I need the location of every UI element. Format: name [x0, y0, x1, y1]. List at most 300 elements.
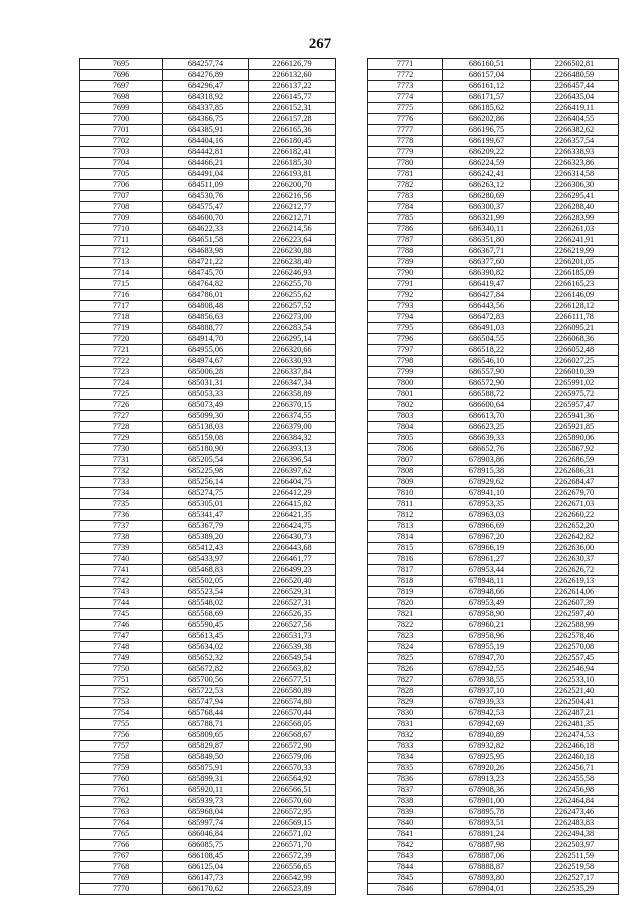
table-row: [80, 708, 336, 719]
x-coordinate-cell: 685031,31: [163, 378, 249, 389]
table-row: [368, 719, 619, 730]
table-row: [80, 554, 336, 565]
table-row: [368, 708, 619, 719]
point-number-cell: 7738: [80, 532, 163, 543]
point-number-cell: 7715: [80, 279, 163, 290]
point-number-cell: 7699: [80, 103, 163, 114]
x-coordinate-cell: 684600,70: [163, 213, 249, 224]
table-row: [80, 521, 336, 532]
table-row: [368, 312, 619, 323]
y-coordinate-cell: 2266165,23: [531, 279, 619, 290]
x-coordinate-cell: 686546,10: [443, 356, 531, 367]
x-coordinate-cell: 678958,96: [443, 631, 531, 642]
point-number-cell: 7750: [80, 664, 163, 675]
x-coordinate-cell: 686242,41: [443, 169, 531, 180]
table-row: [368, 444, 619, 455]
table-row: [368, 543, 619, 554]
point-number-cell: 7775: [368, 103, 443, 114]
point-number-cell: 7817: [368, 565, 443, 576]
table-row: [368, 136, 619, 147]
x-coordinate-cell: 678961,27: [443, 554, 531, 565]
table-row: [368, 378, 619, 389]
table-row: [80, 301, 336, 312]
x-coordinate-cell: 684764,82: [163, 279, 249, 290]
point-number-cell: 7806: [368, 444, 443, 455]
table-row: [368, 400, 619, 411]
y-coordinate-cell: 2266523,89: [249, 884, 336, 895]
x-coordinate-cell: 685747,94: [163, 697, 249, 708]
y-coordinate-cell: 2266157,28: [249, 114, 336, 125]
x-coordinate-cell: 678948,11: [443, 576, 531, 587]
x-coordinate-cell: 678953,44: [443, 565, 531, 576]
x-coordinate-cell: 684257,74: [163, 59, 249, 70]
table-row: [368, 510, 619, 521]
x-coordinate-cell: 685256,14: [163, 477, 249, 488]
y-coordinate-cell: 2265890,06: [531, 433, 619, 444]
table-row: [368, 466, 619, 477]
y-coordinate-cell: 2266461,77: [249, 554, 336, 565]
y-coordinate-cell: 2266201,05: [531, 257, 619, 268]
y-coordinate-cell: 2266393,13: [249, 444, 336, 455]
point-number-cell: 7743: [80, 587, 163, 598]
x-coordinate-cell: 686085,75: [163, 840, 249, 851]
x-coordinate-cell: 686170,62: [163, 884, 249, 895]
point-number-cell: 7828: [368, 686, 443, 697]
y-coordinate-cell: 2266570,60: [249, 796, 336, 807]
x-coordinate-cell: 686623,25: [443, 422, 531, 433]
point-number-cell: 7748: [80, 642, 163, 653]
x-coordinate-cell: 686504,55: [443, 334, 531, 345]
y-coordinate-cell: 2266527,56: [249, 620, 336, 631]
table-row: [80, 158, 336, 169]
y-coordinate-cell: 2266273,00: [249, 312, 336, 323]
table-row: [80, 378, 336, 389]
table-row: [80, 598, 336, 609]
y-coordinate-cell: 2266052,48: [531, 345, 619, 356]
point-number-cell: 7768: [80, 862, 163, 873]
point-number-cell: 7735: [80, 499, 163, 510]
x-coordinate-cell: 678941,10: [443, 488, 531, 499]
table-row: [80, 532, 336, 543]
table-row: [80, 785, 336, 796]
table-row: [80, 774, 336, 785]
table-row: [368, 532, 619, 543]
y-coordinate-cell: 2266323,86: [531, 158, 619, 169]
table-row: [80, 697, 336, 708]
y-coordinate-cell: 2266095,21: [531, 323, 619, 334]
point-number-cell: 7835: [368, 763, 443, 774]
y-coordinate-cell: 2266200,70: [249, 180, 336, 191]
y-coordinate-cell: 2262671,03: [531, 499, 619, 510]
point-number-cell: 7807: [368, 455, 443, 466]
y-coordinate-cell: 2266566,51: [249, 785, 336, 796]
x-coordinate-cell: 678888,87: [443, 862, 531, 873]
y-coordinate-cell: 2262456,71: [531, 763, 619, 774]
y-coordinate-cell: 2266126,79: [249, 59, 336, 70]
table-row: [368, 422, 619, 433]
x-coordinate-cell: 686613,70: [443, 411, 531, 422]
x-coordinate-cell: 686351,80: [443, 235, 531, 246]
y-coordinate-cell: 2266529,31: [249, 587, 336, 598]
point-number-cell: 7838: [368, 796, 443, 807]
table-row: [80, 235, 336, 246]
table-row: [80, 642, 336, 653]
y-coordinate-cell: 2262455,58: [531, 774, 619, 785]
table-row: [80, 631, 336, 642]
y-coordinate-cell: 2266246,93: [249, 268, 336, 279]
y-coordinate-cell: 2266502,81: [531, 59, 619, 70]
y-coordinate-cell: 2262456,98: [531, 785, 619, 796]
y-coordinate-cell: 2266027,25: [531, 356, 619, 367]
x-coordinate-cell: 678920,26: [443, 763, 531, 774]
y-coordinate-cell: 2266404,55: [531, 114, 619, 125]
table-row: [368, 389, 619, 400]
table-row: [368, 180, 619, 191]
y-coordinate-cell: 2262642,82: [531, 532, 619, 543]
x-coordinate-cell: 686321,99: [443, 213, 531, 224]
y-coordinate-cell: 2266415,82: [249, 499, 336, 510]
x-coordinate-cell: 685412,43: [163, 543, 249, 554]
y-coordinate-cell: 2266396,54: [249, 455, 336, 466]
x-coordinate-cell: 684955,06: [163, 345, 249, 356]
y-coordinate-cell: 2266128,12: [531, 301, 619, 312]
x-coordinate-cell: 685899,31: [163, 774, 249, 785]
y-coordinate-cell: 2262679,70: [531, 488, 619, 499]
point-number-cell: 7790: [368, 268, 443, 279]
point-number-cell: 7777: [368, 125, 443, 136]
point-number-cell: 7812: [368, 510, 443, 521]
point-number-cell: 7741: [80, 565, 163, 576]
point-number-cell: 7826: [368, 664, 443, 675]
y-coordinate-cell: 2266314,58: [531, 169, 619, 180]
x-coordinate-cell: 685613,45: [163, 631, 249, 642]
y-coordinate-cell: 2262481,35: [531, 719, 619, 730]
x-coordinate-cell: 678955,19: [443, 642, 531, 653]
x-coordinate-cell: 686472,83: [443, 312, 531, 323]
y-coordinate-cell: 2266010,39: [531, 367, 619, 378]
table-row: [368, 620, 619, 631]
x-coordinate-cell: 685722,53: [163, 686, 249, 697]
x-coordinate-cell: 686588,72: [443, 389, 531, 400]
point-number-cell: 7753: [80, 697, 163, 708]
x-coordinate-cell: 686427,84: [443, 290, 531, 301]
x-coordinate-cell: 684622,33: [163, 224, 249, 235]
x-coordinate-cell: 686171,57: [443, 92, 531, 103]
table-row: [80, 433, 336, 444]
y-coordinate-cell: 2266261,03: [531, 224, 619, 235]
point-number-cell: 7754: [80, 708, 163, 719]
y-coordinate-cell: 2265921,85: [531, 422, 619, 433]
x-coordinate-cell: 678904,01: [443, 884, 531, 895]
point-number-cell: 7712: [80, 246, 163, 257]
table-row: [80, 125, 336, 136]
x-coordinate-cell: 684442,81: [163, 147, 249, 158]
x-coordinate-cell: 685341,47: [163, 510, 249, 521]
point-number-cell: 7788: [368, 246, 443, 257]
point-number-cell: 7722: [80, 356, 163, 367]
table-row: [80, 356, 336, 367]
table-row: [368, 873, 619, 884]
x-coordinate-cell: 686340,11: [443, 224, 531, 235]
y-coordinate-cell: 2262619,13: [531, 576, 619, 587]
x-coordinate-cell: 685568,69: [163, 609, 249, 620]
table-row: [368, 70, 619, 81]
y-coordinate-cell: 2266145,77: [249, 92, 336, 103]
table-row: [368, 224, 619, 235]
table-row: [80, 488, 336, 499]
point-number-cell: 7726: [80, 400, 163, 411]
table-row: [80, 114, 336, 125]
table-row: [80, 686, 336, 697]
y-coordinate-cell: 2262535,29: [531, 884, 619, 895]
table-row: [368, 763, 619, 774]
x-coordinate-cell: 678893,80: [443, 873, 531, 884]
x-coordinate-cell: 684296,47: [163, 81, 249, 92]
x-coordinate-cell: 685920,11: [163, 785, 249, 796]
y-coordinate-cell: 2266219,99: [531, 246, 619, 257]
table-row: [368, 290, 619, 301]
y-coordinate-cell: 2266358,89: [249, 389, 336, 400]
point-number-cell: 7757: [80, 741, 163, 752]
y-coordinate-cell: 2266152,31: [249, 103, 336, 114]
table-row: [368, 829, 619, 840]
y-coordinate-cell: 2262473,46: [531, 807, 619, 818]
table-row: [368, 653, 619, 664]
point-number-cell: 7766: [80, 840, 163, 851]
y-coordinate-cell: 2266255,70: [249, 279, 336, 290]
point-number-cell: 7816: [368, 554, 443, 565]
point-number-cell: 7764: [80, 818, 163, 829]
y-coordinate-cell: 2266572,95: [249, 807, 336, 818]
x-coordinate-cell: 685849,50: [163, 752, 249, 763]
point-number-cell: 7795: [368, 323, 443, 334]
x-coordinate-cell: 678891,24: [443, 829, 531, 840]
x-coordinate-cell: 686209,22: [443, 147, 531, 158]
coordinates-table-left: [79, 58, 336, 895]
x-coordinate-cell: 678908,36: [443, 785, 531, 796]
y-coordinate-cell: 2262521,40: [531, 686, 619, 697]
point-number-cell: 7696: [80, 70, 163, 81]
table-row: [368, 609, 619, 620]
y-coordinate-cell: 2266568,05: [249, 719, 336, 730]
y-coordinate-cell: 2262626,72: [531, 565, 619, 576]
point-number-cell: 7839: [368, 807, 443, 818]
y-coordinate-cell: 2266404,75: [249, 477, 336, 488]
x-coordinate-cell: 678903,86: [443, 455, 531, 466]
point-number-cell: 7762: [80, 796, 163, 807]
point-number-cell: 7711: [80, 235, 163, 246]
table-row: [368, 158, 619, 169]
point-number-cell: 7732: [80, 466, 163, 477]
x-coordinate-cell: 678895,78: [443, 807, 531, 818]
y-coordinate-cell: 2262533,10: [531, 675, 619, 686]
x-coordinate-cell: 685073,49: [163, 400, 249, 411]
point-number-cell: 7794: [368, 312, 443, 323]
x-coordinate-cell: 686125,04: [163, 862, 249, 873]
table-row: [368, 840, 619, 851]
table-row: [368, 675, 619, 686]
y-coordinate-cell: 2266563,82: [249, 664, 336, 675]
point-number-cell: 7747: [80, 631, 163, 642]
table-row: [368, 642, 619, 653]
table-row: [80, 620, 336, 631]
y-coordinate-cell: 2262487,21: [531, 708, 619, 719]
y-coordinate-cell: 2266568,67: [249, 730, 336, 741]
y-coordinate-cell: 2266185,30: [249, 158, 336, 169]
point-number-cell: 7771: [368, 59, 443, 70]
x-coordinate-cell: 685367,79: [163, 521, 249, 532]
point-number-cell: 7733: [80, 477, 163, 488]
table-row: [368, 59, 619, 70]
x-coordinate-cell: 686518,22: [443, 345, 531, 356]
y-coordinate-cell: 2266542,99: [249, 873, 336, 884]
point-number-cell: 7744: [80, 598, 163, 609]
point-number-cell: 7755: [80, 719, 163, 730]
point-number-cell: 7701: [80, 125, 163, 136]
y-coordinate-cell: 2266571,02: [249, 829, 336, 840]
point-number-cell: 7702: [80, 136, 163, 147]
point-number-cell: 7763: [80, 807, 163, 818]
point-number-cell: 7697: [80, 81, 163, 92]
table-row: [80, 675, 336, 686]
table-row: [368, 752, 619, 763]
y-coordinate-cell: 2266357,54: [531, 136, 619, 147]
table-row: [80, 884, 336, 895]
table-row: [80, 169, 336, 180]
x-coordinate-cell: 678901,00: [443, 796, 531, 807]
x-coordinate-cell: 685829,87: [163, 741, 249, 752]
point-number-cell: 7776: [368, 114, 443, 125]
y-coordinate-cell: 2262636,00: [531, 543, 619, 554]
point-number-cell: 7830: [368, 708, 443, 719]
table-row: [368, 191, 619, 202]
table-row: [368, 367, 619, 378]
table-row: [368, 884, 619, 895]
point-number-cell: 7703: [80, 147, 163, 158]
y-coordinate-cell: 2262460,18: [531, 752, 619, 763]
x-coordinate-cell: 678939,33: [443, 697, 531, 708]
x-coordinate-cell: 685590,45: [163, 620, 249, 631]
table-row: [80, 730, 336, 741]
page-number: 267: [308, 36, 332, 52]
point-number-cell: 7799: [368, 367, 443, 378]
x-coordinate-cell: 686199,67: [443, 136, 531, 147]
y-coordinate-cell: 2266330,93: [249, 356, 336, 367]
table-row: [368, 598, 619, 609]
point-number-cell: 7801: [368, 389, 443, 400]
x-coordinate-cell: 685305,01: [163, 499, 249, 510]
y-coordinate-cell: 2262494,38: [531, 829, 619, 840]
point-number-cell: 7781: [368, 169, 443, 180]
point-number-cell: 7716: [80, 290, 163, 301]
y-coordinate-cell: 2266499,23: [249, 565, 336, 576]
x-coordinate-cell: 684491,04: [163, 169, 249, 180]
table-row: [80, 136, 336, 147]
point-number-cell: 7778: [368, 136, 443, 147]
point-number-cell: 7791: [368, 279, 443, 290]
y-coordinate-cell: 2262519,58: [531, 862, 619, 873]
x-coordinate-cell: 685968,04: [163, 807, 249, 818]
point-number-cell: 7719: [80, 323, 163, 334]
table-row: [80, 92, 336, 103]
y-coordinate-cell: 2262614,06: [531, 587, 619, 598]
y-coordinate-cell: 2266384,32: [249, 433, 336, 444]
point-number-cell: 7822: [368, 620, 443, 631]
x-coordinate-cell: 686147,73: [163, 873, 249, 884]
table-row: [80, 466, 336, 477]
table-row: [80, 763, 336, 774]
y-coordinate-cell: 2266165,36: [249, 125, 336, 136]
y-coordinate-cell: 2266570,44: [249, 708, 336, 719]
x-coordinate-cell: 685548,02: [163, 598, 249, 609]
y-coordinate-cell: 2265991,02: [531, 378, 619, 389]
point-number-cell: 7842: [368, 840, 443, 851]
y-coordinate-cell: 2262597,40: [531, 609, 619, 620]
table-row: [368, 246, 619, 257]
point-number-cell: 7814: [368, 532, 443, 543]
x-coordinate-cell: 684651,58: [163, 235, 249, 246]
x-coordinate-cell: 685159,08: [163, 433, 249, 444]
y-coordinate-cell: 2266338,93: [531, 147, 619, 158]
table-row: [80, 389, 336, 400]
x-coordinate-cell: 684366,75: [163, 114, 249, 125]
table-row: [80, 653, 336, 664]
point-number-cell: 7700: [80, 114, 163, 125]
table-row: [80, 499, 336, 510]
y-coordinate-cell: 2266288,40: [531, 202, 619, 213]
x-coordinate-cell: 684530,76: [163, 191, 249, 202]
point-number-cell: 7789: [368, 257, 443, 268]
table-row: [368, 334, 619, 345]
y-coordinate-cell: 2262464,84: [531, 796, 619, 807]
x-coordinate-cell: 685672,82: [163, 664, 249, 675]
table-row: [80, 455, 336, 466]
point-number-cell: 7823: [368, 631, 443, 642]
x-coordinate-cell: 678915,38: [443, 466, 531, 477]
point-number-cell: 7707: [80, 191, 163, 202]
point-number-cell: 7827: [368, 675, 443, 686]
table-row: [368, 301, 619, 312]
table-row: [368, 796, 619, 807]
point-number-cell: 7769: [80, 873, 163, 884]
table-row: [80, 70, 336, 81]
point-number-cell: 7820: [368, 598, 443, 609]
x-coordinate-cell: 686108,45: [163, 851, 249, 862]
point-number-cell: 7746: [80, 620, 163, 631]
y-coordinate-cell: 2266212,71: [249, 213, 336, 224]
point-number-cell: 7840: [368, 818, 443, 829]
point-number-cell: 7783: [368, 191, 443, 202]
point-number-cell: 7773: [368, 81, 443, 92]
y-coordinate-cell: 2262660,22: [531, 510, 619, 521]
x-coordinate-cell: 684745,70: [163, 268, 249, 279]
y-coordinate-cell: 2262527,17: [531, 873, 619, 884]
point-number-cell: 7819: [368, 587, 443, 598]
y-coordinate-cell: 2266526,35: [249, 609, 336, 620]
table-row: [368, 103, 619, 114]
x-coordinate-cell: 684856,63: [163, 312, 249, 323]
table-row: [368, 587, 619, 598]
x-coordinate-cell: 686572,90: [443, 378, 531, 389]
y-coordinate-cell: 2266421,35: [249, 510, 336, 521]
x-coordinate-cell: 685180,90: [163, 444, 249, 455]
point-number-cell: 7767: [80, 851, 163, 862]
table-row: [368, 169, 619, 180]
table-row: [368, 114, 619, 125]
x-coordinate-cell: 686185,62: [443, 103, 531, 114]
y-coordinate-cell: 2266570,33: [249, 763, 336, 774]
y-coordinate-cell: 2266382,62: [531, 125, 619, 136]
